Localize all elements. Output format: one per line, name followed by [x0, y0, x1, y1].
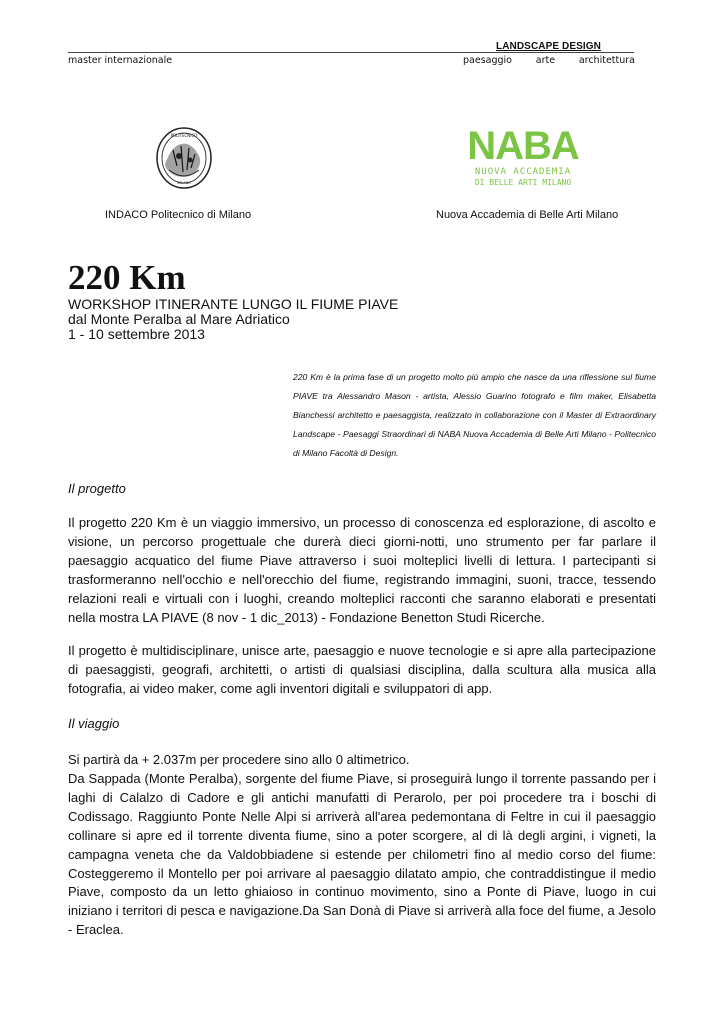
naba-logo — [463, 121, 583, 191]
header-right-item-paesaggio: paesaggio — [463, 55, 512, 66]
naba-logo-line1: NUOVA ACCADEMIA — [474, 167, 572, 177]
intro-paragraph: 220 Km è la prima fase di un progetto molto più ampio che nasce da una riflessione sul fiume PIAVE tra Alessandro Mason - artista, Alessio Guarino fotografo e film maker, Elisabetta Bianchessi architetto e paesaggista, realizzato in collaborazione con il Master di Extraordinary Landscape - Paesaggi Straordinari di NABA Nuova Accademia di Belle Arti Milano - Politecnico di Milano Facoltà di Design. — [293, 372, 656, 458]
politecnico-caption: INDACO Politecnico di Milano — [105, 209, 252, 221]
politecnico-seal-logo — [155, 126, 213, 190]
subtitle-line-workshop: WORKSHOP ITINERANTE LUNGO IL FIUME PIAVE — [68, 296, 399, 312]
section-title-viaggio: Il viaggio — [68, 716, 120, 731]
header-right-item-architettura: architettura — [578, 55, 635, 66]
svg-text:POLITECNICO: POLITECNICO — [170, 133, 198, 138]
page-title: 220 Km — [68, 258, 186, 297]
naba-logo-line2: DI BELLE ARTI MILANO — [474, 178, 572, 187]
header-rule — [68, 52, 634, 53]
viaggio-paragraph: Da Sappada (Monte Peralba), sorgente del fiume Piave, si proseguirà lungo il torrente passando per i laghi di Calalzo di Cadore e gli antichi manufatti di Perarolo, per poi procedere tra i boschi di Codissago. Raggiunto Ponte Nelle Alpi si arriverà all'area pedemontana di Feltre in cui il paesaggio collinare si apre ed il torrente diventa fiume, sino a poter scorgere, al di là degli argini, i vigneti, la campagna veneta che da Valdobbiadene si estende per chilometri fino al medio corso del fiume: Costeggeremo il Montello per poi arrivare al paesaggio dilatato ampio, che contraddistingue il medio Piave, composto da un letto ghiaioso in continuo movimento, sino a Ponte di Piave, luogo in cui iniziano i territori di pesca e navigazione.Da San Donà di Piave si arriverà alla foce del fiume, a Jesolo - Eraclea. — [68, 771, 656, 938]
header-right-item-arte: arte — [535, 55, 556, 66]
header-brand: LANDSCAPE DESIGN — [496, 41, 601, 52]
subtitle-line-route: dal Monte Peralba al Mare Adriatico — [68, 311, 290, 327]
section-title-progetto: Il progetto — [68, 481, 126, 496]
naba-logo-mark: NABA — [467, 124, 579, 168]
subtitle-line-dates: 1 - 10 settembre 2013 — [68, 326, 205, 342]
subtitle-block — [68, 297, 398, 342]
naba-caption: Nuova Accademia di Belle Arti Milano — [436, 209, 619, 221]
progetto-paragraph-1: Il progetto 220 Km è un viaggio immersivo, un processo di conoscenza ed esplorazione, di ascolto e visione, un percorso progettuale che durerà dieci giorni-notti, uno strumento per far parlare il paesaggio acquatico del fiume Piave attraverso i suoi molteplici livelli di lettura. I partecipanti si trasformeranno nell'occhio e nell'orecchio del fiume, registrando immagini, suoni, tracce, tessendo relazioni reali e virtuali con i luoghi, creando molteplici racconti che saranno elaborati e presentati nella mostra LA PIAVE (8 nov - 1 dic_2013) - Fondazione Benetton Studi Ricerche. — [68, 515, 656, 625]
header-left-text: master internazionale — [68, 55, 173, 66]
progetto-paragraph-2: Il progetto è multidisciplinare, unisce arte, paesaggio e nuove tecnologie e si apre alla partecipazione di paesaggisti, geografi, architetti, o artisti di qualsiasi disciplina, dalla scultura alla musica alla fotografia, ai video maker, come agli inventori digitali e sviluppatori di app. — [68, 643, 656, 696]
viaggio-line-1: Si partirà da + 2.037m per procedere sino allo 0 altimetrico. — [68, 752, 410, 767]
header-right-group — [463, 55, 635, 66]
svg-text:MILANO: MILANO — [177, 181, 191, 185]
